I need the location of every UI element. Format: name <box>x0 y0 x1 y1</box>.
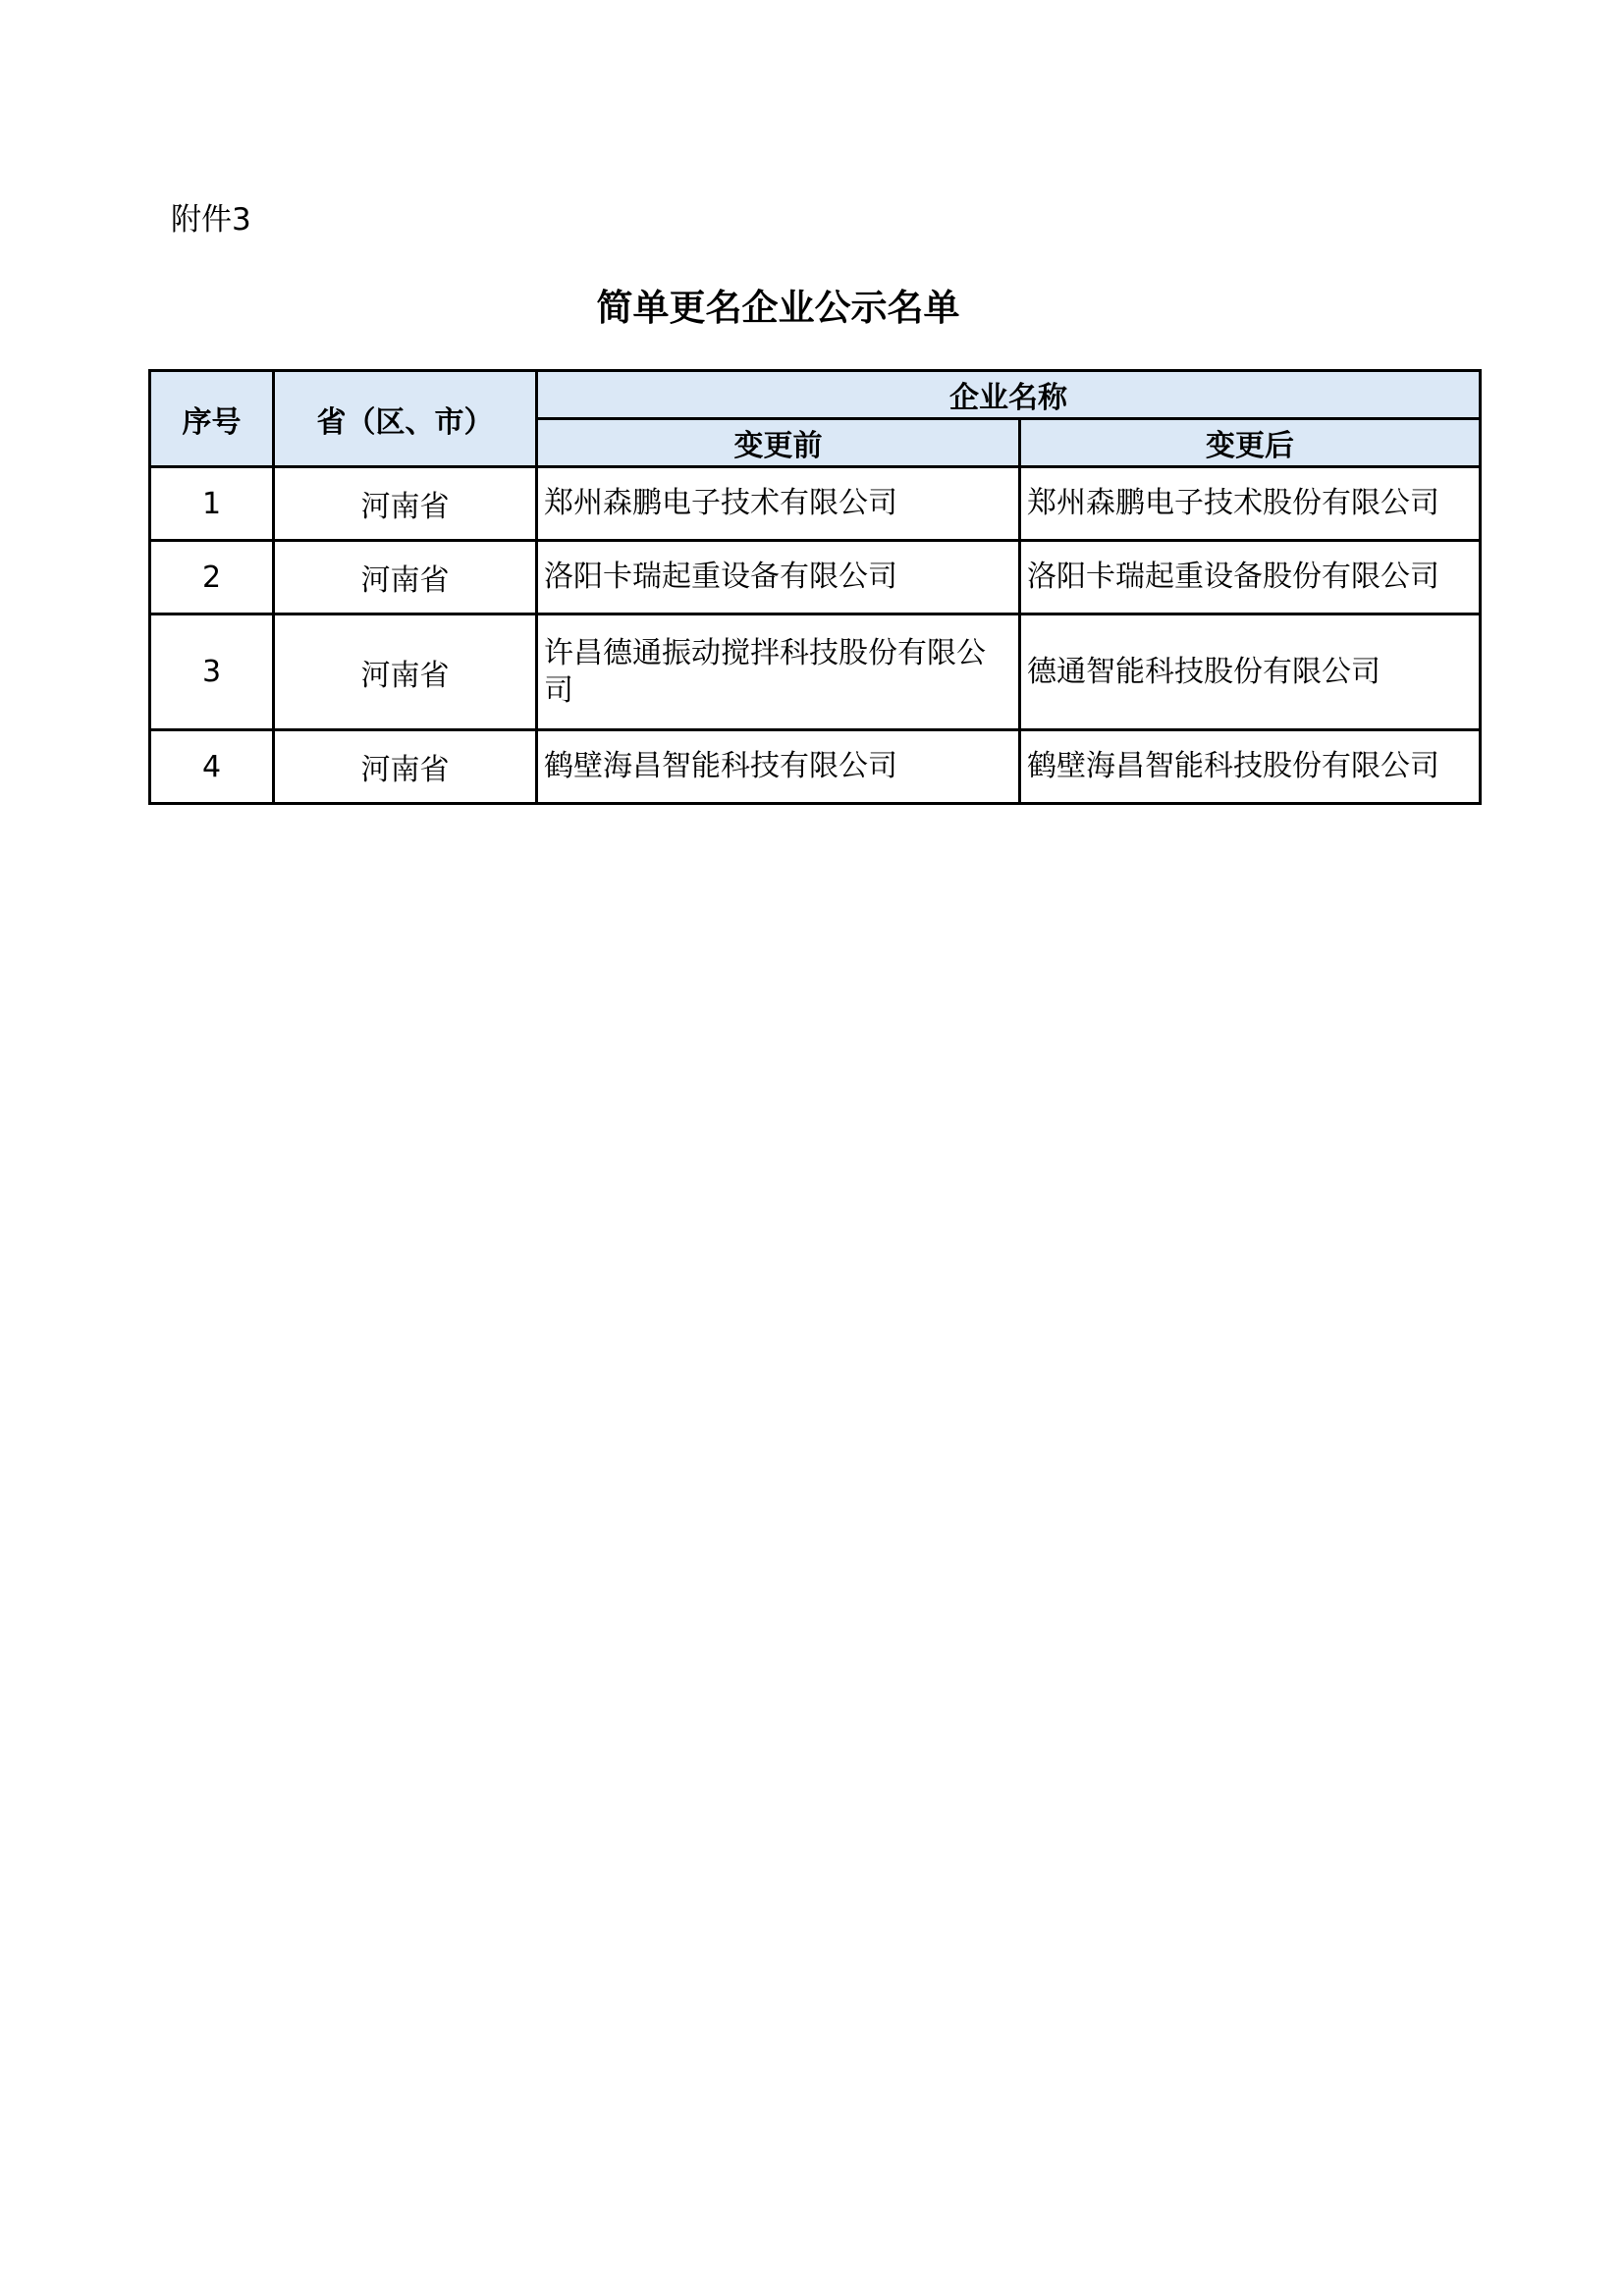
row-name-before: 郑州森鹏电子技术有限公司 <box>537 467 1020 541</box>
row-province: 河南省 <box>274 730 537 804</box>
row-index: 4 <box>150 730 274 804</box>
row-index: 1 <box>150 467 274 541</box>
row-province: 河南省 <box>274 614 537 730</box>
column-header-index: 序号 <box>150 371 274 467</box>
table-row <box>150 541 1481 614</box>
column-header-after: 变更后 <box>1020 419 1481 467</box>
row-index: 3 <box>150 614 274 730</box>
attachment-label: 附件3 <box>171 202 251 238</box>
table-row <box>150 730 1481 804</box>
row-index: 2 <box>150 541 274 614</box>
column-header-before: 变更前 <box>537 419 1020 467</box>
table-row <box>150 614 1481 730</box>
row-name-before: 洛阳卡瑞起重设备有限公司 <box>537 541 1020 614</box>
row-name-after: 鹤壁海昌智能科技股份有限公司 <box>1020 730 1481 804</box>
table-row <box>150 467 1481 541</box>
row-name-after: 德通智能科技股份有限公司 <box>1020 614 1481 730</box>
row-province: 河南省 <box>274 467 537 541</box>
column-header-province: 省（区、市） <box>274 371 537 467</box>
table-header-row <box>150 371 1481 419</box>
document-title: 简单更名企业公示名单 <box>596 287 960 329</box>
row-province: 河南省 <box>274 541 537 614</box>
row-name-after: 洛阳卡瑞起重设备股份有限公司 <box>1020 541 1481 614</box>
row-name-before: 鹤壁海昌智能科技有限公司 <box>537 730 1020 804</box>
company-rename-table <box>148 369 1482 805</box>
column-header-company-name: 企业名称 <box>537 371 1481 419</box>
row-name-after: 郑州森鹏电子技术股份有限公司 <box>1020 467 1481 541</box>
row-name-before: 许昌德通振动搅拌科技股份有限公司 <box>537 614 1020 730</box>
